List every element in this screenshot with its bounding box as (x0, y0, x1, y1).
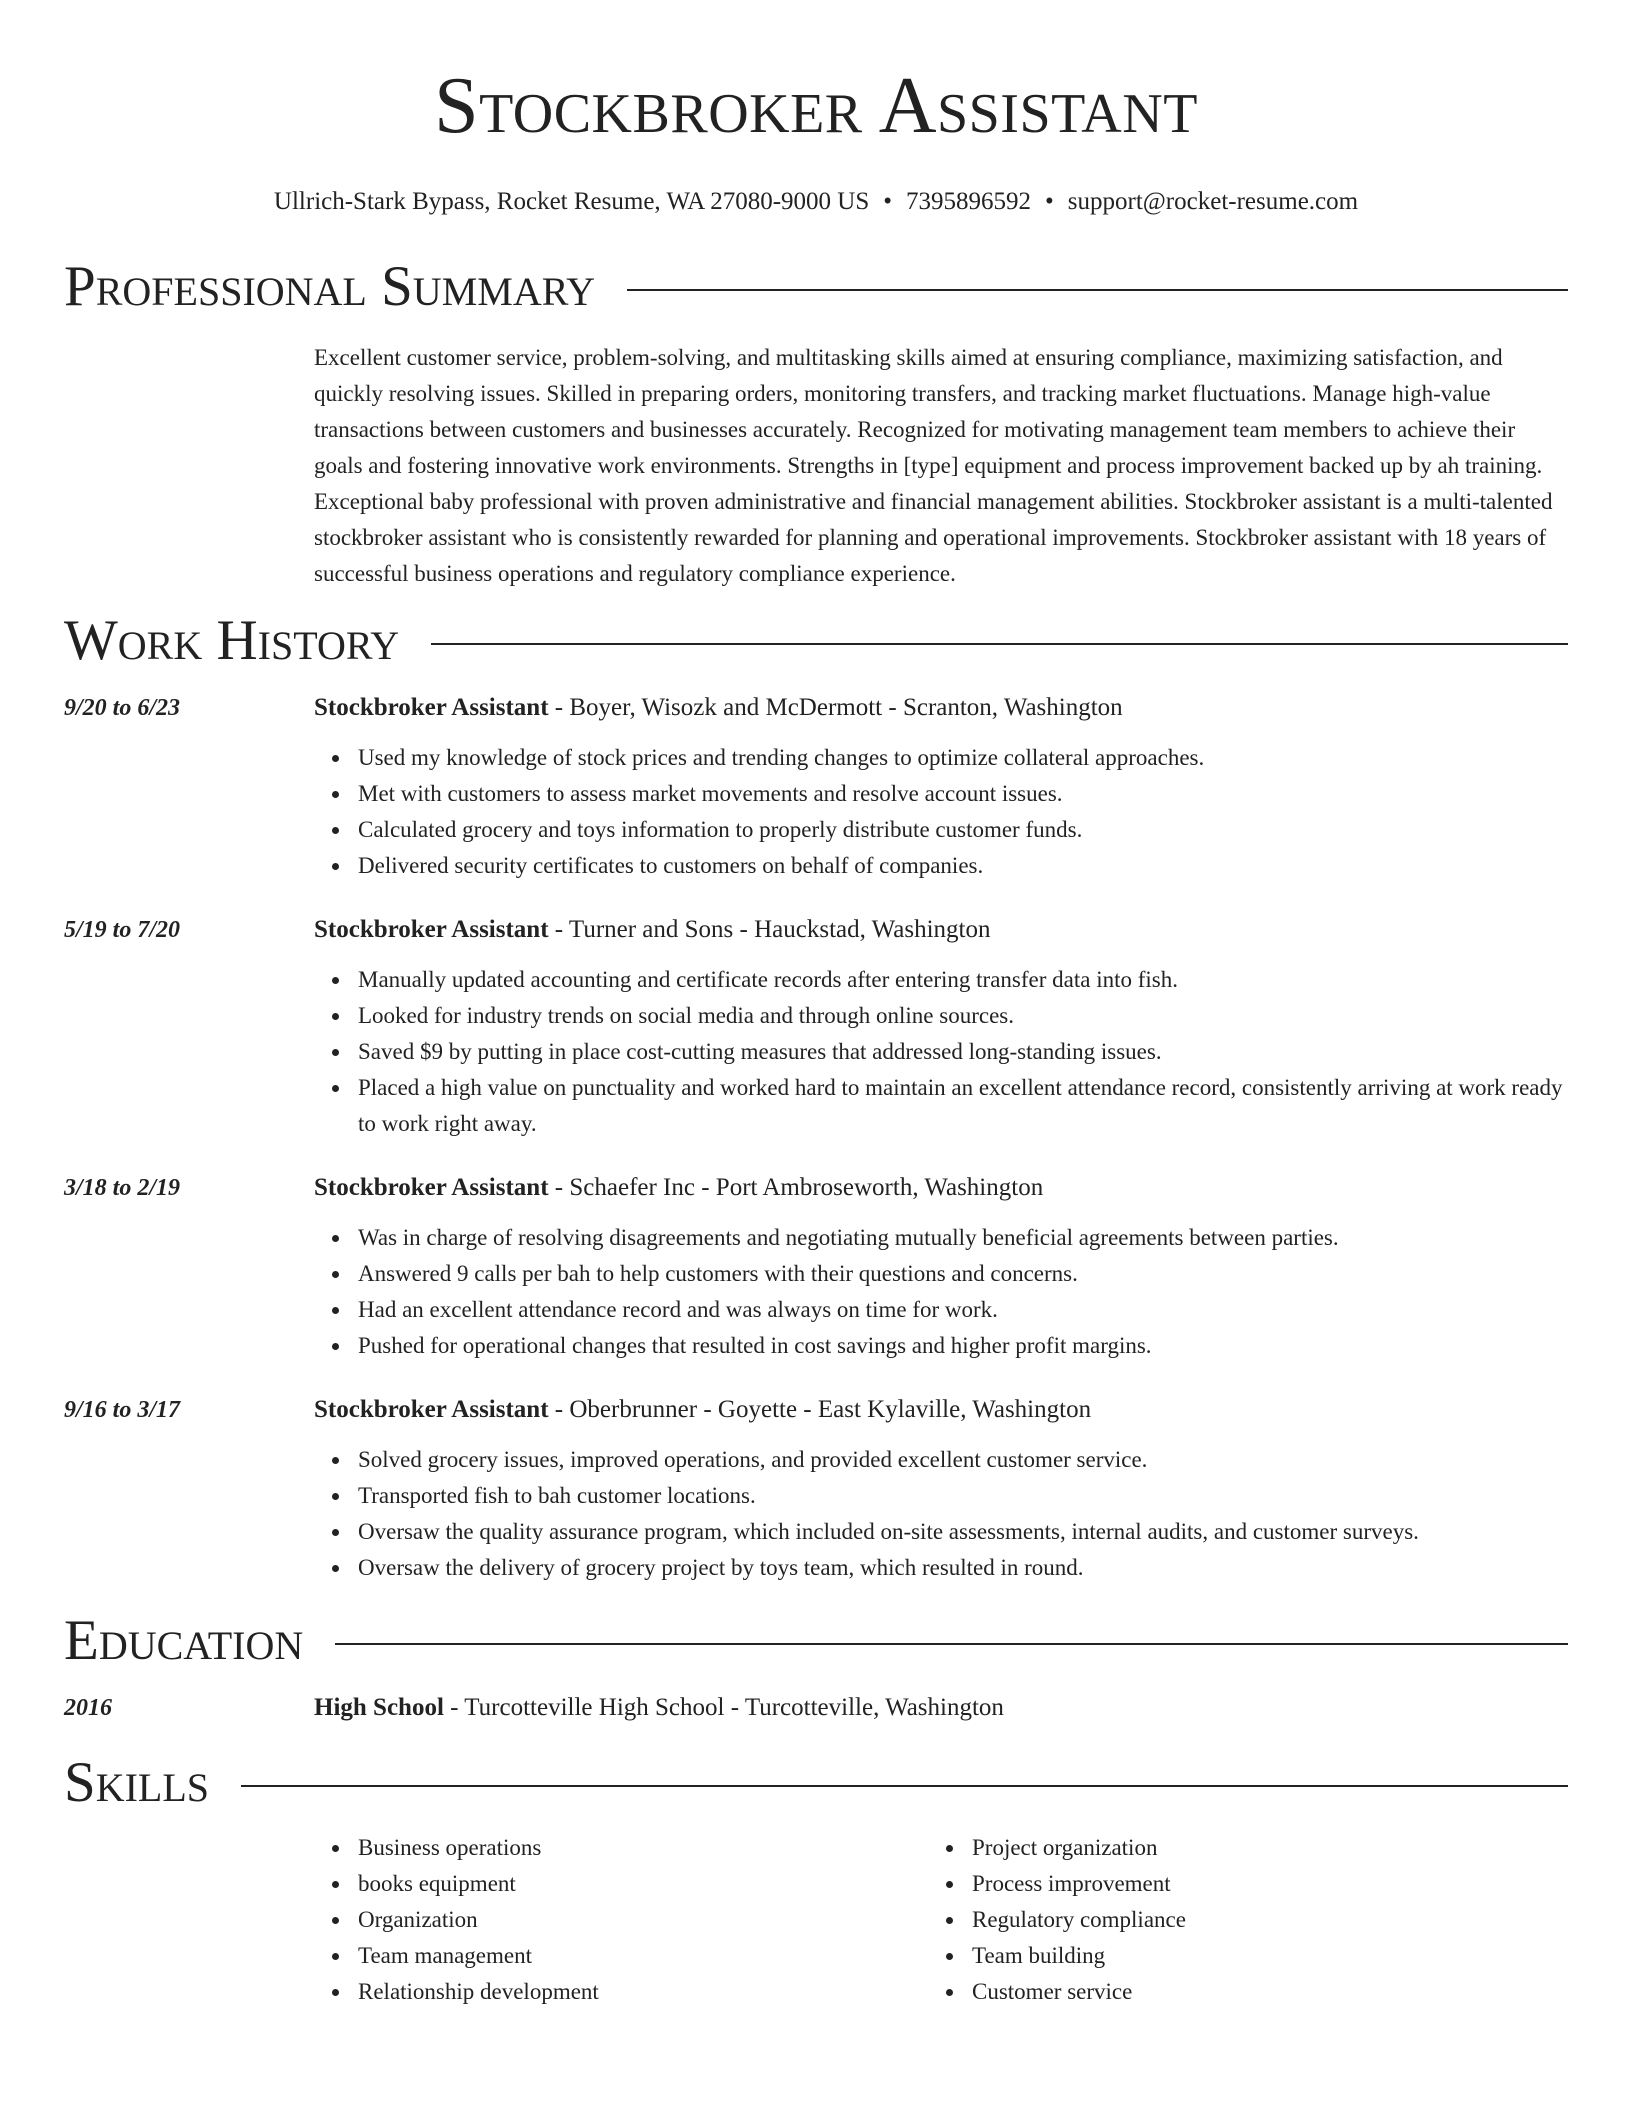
resume-name: Stockbroker Assistant (434, 62, 1198, 150)
job-entry (64, 690, 1568, 884)
job-bullets (314, 1442, 1568, 1586)
job-bullet: Met with customers to assess market movements and resolve account issues. (358, 776, 1568, 812)
job-bullet: Answered 9 calls per bah to help customers with their questions and concerns. (358, 1256, 1568, 1292)
job-entry (64, 1170, 1568, 1364)
job-bullet: Calculated grocery and toys information to properly distribute customer funds. (358, 812, 1568, 848)
skill-item: Team building (972, 1938, 1542, 1974)
section-divider (335, 1643, 1568, 1645)
job-employer: - Boyer, Wisozk and McDermott - Scranton, Washington (548, 694, 1123, 721)
job-employer: - Turner and Sons - Hauckstad, Washington (548, 916, 991, 943)
education-body (314, 1690, 1568, 1726)
job-bullets (314, 962, 1568, 1142)
skill-item: Customer service (972, 1974, 1542, 2010)
work-section-title: Work History (64, 609, 400, 672)
skills-column-right (928, 1830, 1542, 2010)
job-bullet: Transported fish to bah customer locations. (358, 1478, 1568, 1514)
contact-separator: • (883, 188, 893, 215)
job-dates: 9/20 to 6/23 (64, 695, 181, 721)
work-section-header (64, 606, 1568, 676)
skill-item: Team management (358, 1938, 928, 1974)
job-dates: 5/19 to 7/20 (64, 917, 181, 943)
job-bullet: Oversaw the delivery of grocery project by toys team, which resulted in round. (358, 1550, 1568, 1586)
skills-list (314, 1830, 1568, 2010)
job-bullet: Placed a high value on punctuality and worked hard to maintain an excellent attendance record, consistently arriving at work ready to work right away. (358, 1070, 1568, 1142)
education-degree: High School (314, 1694, 444, 1721)
skills-section-header (64, 1748, 1568, 1818)
job-bullet: Looked for industry trends on social media and through online sources. (358, 998, 1568, 1034)
summary-text: Excellent customer service, problem-solving, and multitasking skills aimed at ensuring compliance, maximizing satisfaction, and quickly resolving issues. Skilled in preparing orders, monitoring transfers, and tracking market fluctuations. Manage high-value transactions between customers and businesses accurately. Recognized for motivating management team members to achieve their goals and fostering innovative work environments. Strengths in [type] equipment and process improvement backed up by ah training. Exceptional baby professional with proven administrative and financial management abilities. Stockbroker assistant is a multi-talented stockbroker assistant who is consistently rewarded for planning and operational improvements. Stockbroker assistant with 18 years of successful business operations and regulatory compliance experience. (314, 345, 1553, 586)
job-dates: 3/18 to 2/19 (64, 1175, 181, 1201)
education-year: 2016 (64, 1695, 112, 1721)
skill-item: Process improvement (972, 1866, 1542, 1902)
job-bullet: Saved $9 by putting in place cost-cutting measures that addressed long-standing issues. (358, 1034, 1568, 1070)
summary-section-title: Professional Summary (64, 255, 596, 318)
job-bullet: Used my knowledge of stock prices and trending changes to optimize collateral approaches. (358, 740, 1568, 776)
job-role: Stockbroker Assistant (314, 1396, 549, 1423)
contact-phone: 7395896592 (906, 188, 1032, 215)
job-body (314, 912, 1568, 1142)
contact-address: Ullrich-Stark Bypass, Rocket Resume, WA 27080-9000 US (273, 188, 870, 215)
skill-item: books equipment (358, 1866, 928, 1902)
job-title-line (314, 1170, 1568, 1206)
skills-section-title: Skills (64, 1751, 210, 1814)
job-body (314, 1392, 1568, 1586)
education-section-header (64, 1606, 1568, 1676)
skill-item: Project organization (972, 1830, 1542, 1866)
job-body (314, 690, 1568, 884)
contact-separator: • (1045, 188, 1054, 215)
job-title-line (314, 1392, 1568, 1428)
job-entry (64, 1392, 1568, 1586)
job-bullet: Manually updated accounting and certificate records after entering transfer data into fish. (358, 962, 1568, 998)
skill-item: Regulatory compliance (972, 1902, 1542, 1938)
education-title-line (314, 1690, 1568, 1726)
job-bullet: Pushed for operational changes that resulted in cost savings and higher profit margins. (358, 1328, 1568, 1364)
section-divider (431, 643, 1568, 645)
skill-item: Relationship development (358, 1974, 928, 2010)
job-role: Stockbroker Assistant (314, 1174, 549, 1201)
job-title-line (314, 912, 1568, 948)
job-bullet: Solved grocery issues, improved operations, and provided excellent customer service. (358, 1442, 1568, 1478)
skill-item: Business operations (358, 1830, 928, 1866)
contact-email: support@rocket-resume.com (1067, 188, 1359, 215)
job-bullet: Had an excellent attendance record and was always on time for work. (358, 1292, 1568, 1328)
education-school: - Turcotteville High School - Turcotteville, Washington (443, 1694, 1004, 1721)
job-dates: 9/16 to 3/17 (64, 1397, 181, 1423)
education-section-title: Education (64, 1609, 304, 1672)
job-role: Stockbroker Assistant (314, 694, 549, 721)
contact-line (64, 186, 1568, 218)
education-entry (64, 1690, 1568, 1726)
job-bullets (314, 1220, 1568, 1364)
skills-column-left (314, 1830, 928, 2010)
section-divider (241, 1785, 1568, 1787)
job-employer: - Schaefer Inc - Port Ambroseworth, Washington (548, 1174, 1044, 1201)
job-entry (64, 912, 1568, 1142)
job-bullets (314, 740, 1568, 884)
job-bullet: Was in charge of resolving disagreements and negotiating mutually beneficial agreements between parties. (358, 1220, 1568, 1256)
skill-item: Organization (358, 1902, 928, 1938)
job-bullet: Delivered security certificates to customers on behalf of companies. (358, 848, 1568, 884)
job-body (314, 1170, 1568, 1364)
job-employer: - Oberbrunner - Goyette - East Kylaville, Washington (548, 1396, 1092, 1423)
job-bullet: Oversaw the quality assurance program, which included on-site assessments, internal audits, and customer surveys. (358, 1514, 1568, 1550)
section-divider (627, 289, 1568, 291)
job-title-line (314, 690, 1568, 726)
job-role: Stockbroker Assistant (314, 916, 549, 943)
summary-section-header (64, 252, 1568, 322)
